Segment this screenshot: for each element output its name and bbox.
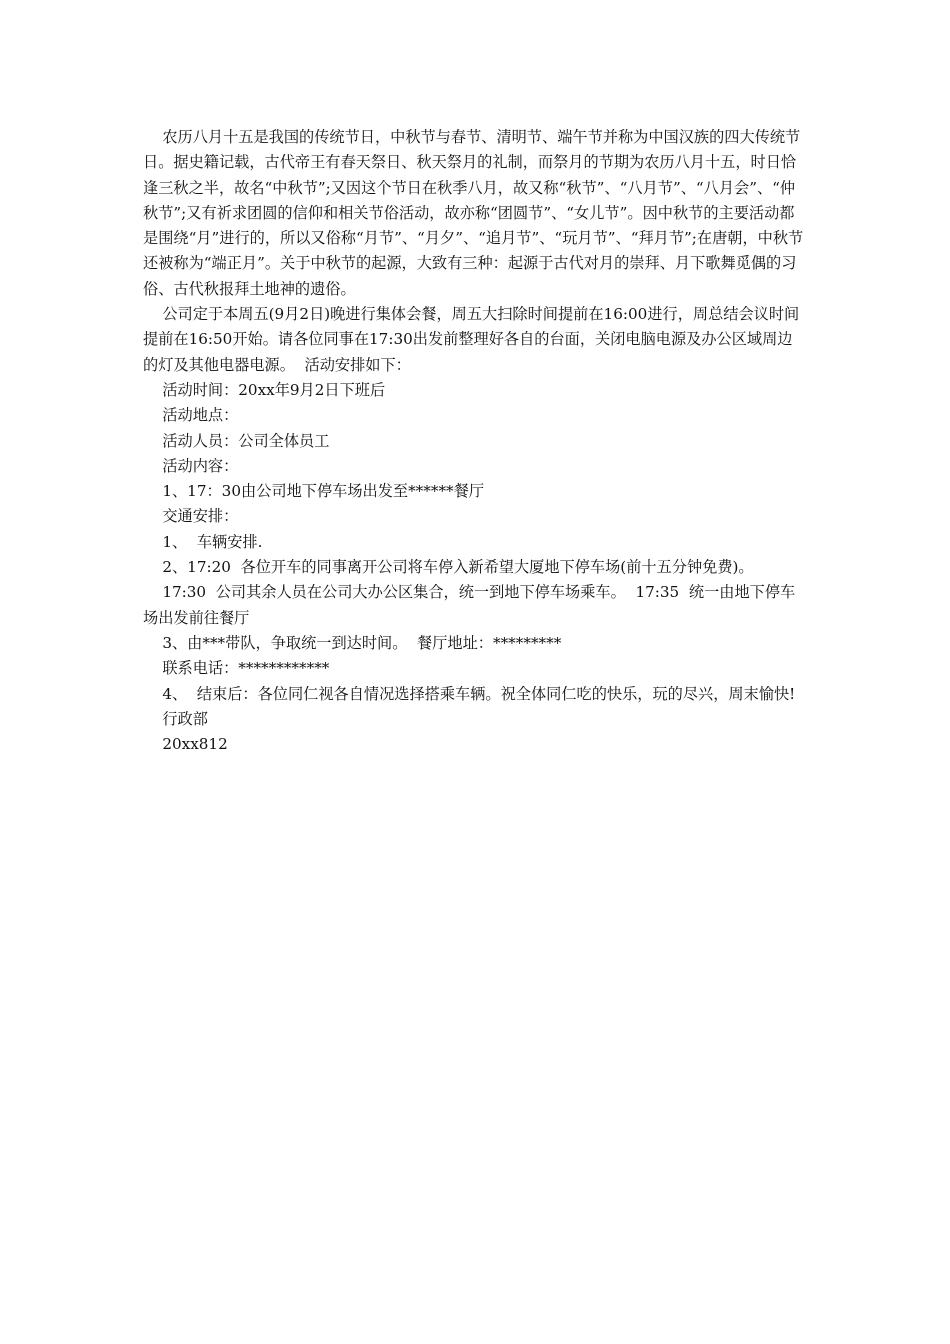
paragraph-intro: 农历八月十五是我国的传统节日，中秋节与春节、清明节、端午节并称为中国汉族的四大传统节日。据史籍记载，古代帝王有春天祭日、秋天祭月的礼制，而祭月的节期为农历八月十五，时日恰逢三秋之半，故名“中秋节”;又因这个节日在秋季八月，故又称“秋节”、“八月节”、“八月会”、“仲秋节”;又有祈求团圆的信仰和相关节俗活动，故亦称“团圆节”、“女儿节”。因中秋节的主要活动都是围绕“月”进行的，所以又俗称“月节”、“月夕”、“追月节”、“玩月节”、“拜月节”;在唐朝，中秋节还被称为“端正月”。关于中秋节的起源，大致有三种：起源于古代对月的崇拜、月下歌舞觅偶的习俗、古代秋报拜土地神的遗俗。 xyxy=(143,128,804,298)
transport-item-4: 4、 结束后：各位同仁视各自情况选择搭乘车辆。祝全体同仁吃的快乐，玩的尽兴，周末愉快! xyxy=(162,684,796,703)
activity-content: 活动内容： xyxy=(162,456,239,475)
signature-date: 20xx812 xyxy=(162,735,228,754)
activity-location: 活动地点： xyxy=(162,406,239,425)
activity-time: 活动时间：20xx年9月2日下班后 xyxy=(162,380,386,399)
signature-department: 行政部 xyxy=(162,709,208,728)
transport-item-2-detail: 17:30 公司其余人员在公司大办公区集合，统一到地下停车场乘车。 17:35 统一由地下停车场出发前往餐厅 xyxy=(143,583,796,627)
transport-heading: 交通安排： xyxy=(162,507,239,526)
paragraph-notice: 公司定于本周五(9月2日)晚进行集体会餐，周五大扫除时间提前在16:00进行，周总结会议时间提前在16:50开始。请各位同事在17:30出发前整理好各自的台面，关闭电脑电源及办公区域周边的灯及其他电器电源。 活动安排如下： xyxy=(143,305,800,374)
activity-people: 活动人员：公司全体员工 xyxy=(162,431,330,450)
transport-item-2: 2、17:20 各位开车的同事离开公司将车停入新希望大厦地下停车场(前十五分钟免费)。 xyxy=(162,558,754,577)
document-body xyxy=(143,125,807,757)
activity-item-1: 1、17：30由公司地下停车场出发至******餐厅 xyxy=(162,482,485,501)
transport-item-3: 3、由***带队，争取统一到达时间。 餐厅地址：********* xyxy=(162,633,562,652)
contact-phone: 联系电话：************ xyxy=(162,659,330,678)
transport-item-1: 1、 车辆安排. xyxy=(162,532,263,551)
